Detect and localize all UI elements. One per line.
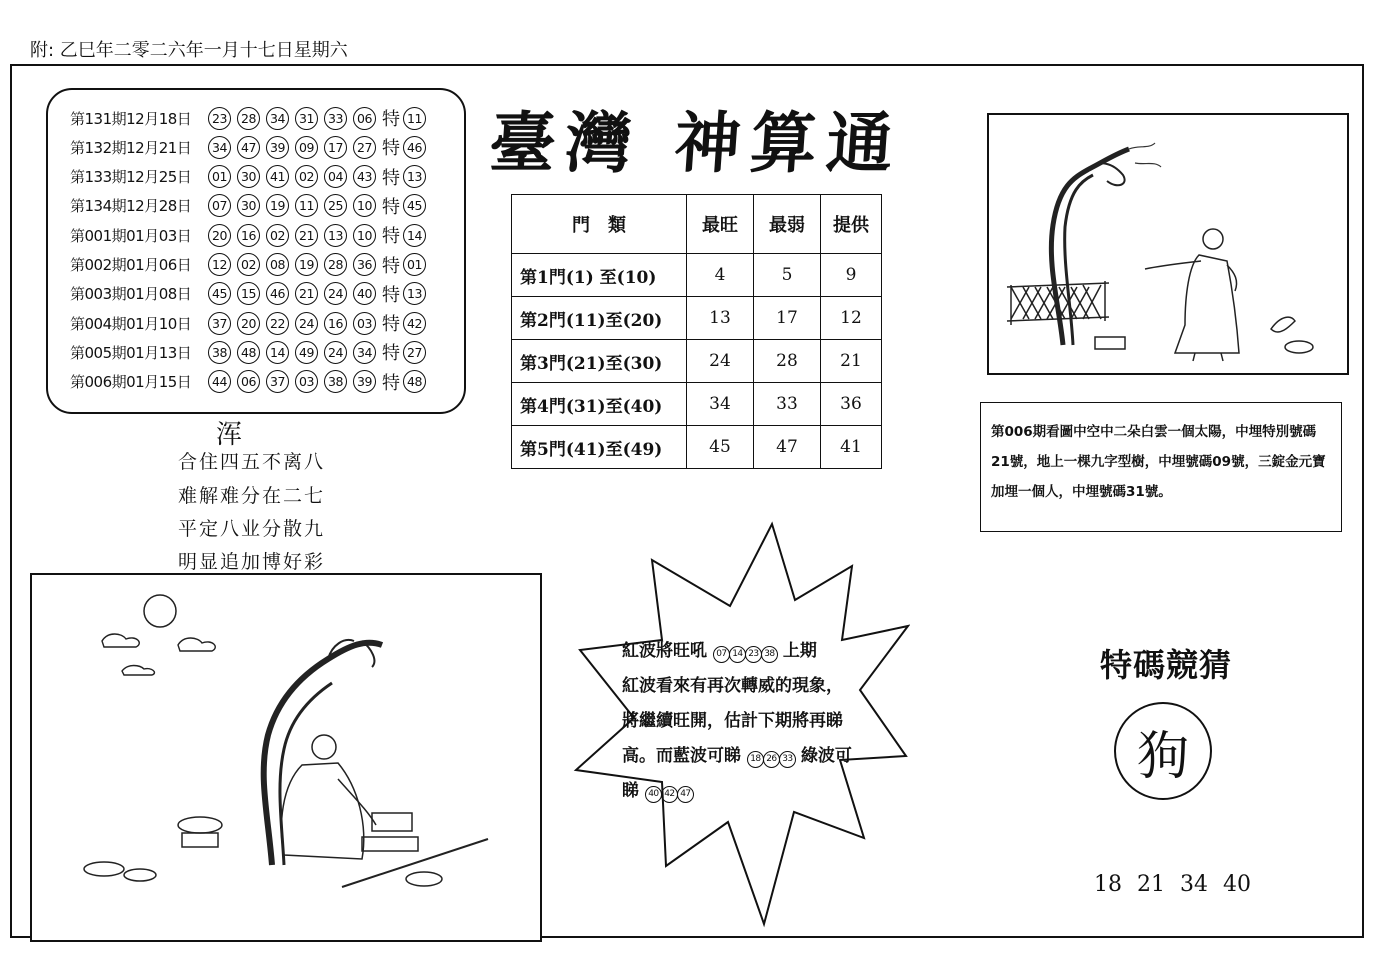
- number-ball: 02: [266, 224, 289, 247]
- scene-drawing: [32, 575, 540, 940]
- draw-label: 第134期12月28日: [70, 197, 192, 216]
- number-ball: 09: [295, 136, 318, 159]
- number-ball: 11: [295, 194, 318, 217]
- special-guess-title: 特碼競猜: [1100, 646, 1233, 684]
- number-ball: 13: [324, 224, 347, 247]
- gate-table-header: [512, 195, 882, 254]
- poem-line: 明显追加博好彩: [178, 551, 326, 573]
- mini-ball: 47: [677, 786, 694, 803]
- draw-row: [70, 104, 432, 132]
- gate-cell: 第3門(21)至(30): [512, 340, 687, 383]
- draw-history-panel: [46, 88, 466, 414]
- draw-label: 第002期01月06日: [70, 256, 192, 274]
- number-ball: 02: [295, 165, 318, 188]
- min-cell: 28: [754, 340, 821, 383]
- special-mark: 特: [382, 167, 400, 189]
- draw-row: [70, 251, 432, 279]
- number-ball: 40: [353, 282, 376, 305]
- special-ball: 48: [403, 370, 426, 393]
- number-ball: 16: [237, 224, 260, 247]
- number-ball: 37: [266, 370, 289, 393]
- number-ball: 34: [208, 136, 231, 159]
- special-ball: 11: [403, 107, 426, 130]
- max-cell: 34: [687, 383, 754, 426]
- poem-line: 难解难分在二七: [178, 485, 326, 507]
- number-ball: 30: [237, 165, 260, 188]
- star-analysis-text: [622, 634, 892, 809]
- star-line-4: [622, 739, 892, 774]
- gate-cell: 第4門(31)至(40): [512, 383, 687, 426]
- number-ball: 38: [324, 370, 347, 393]
- number-ball: 31: [295, 107, 318, 130]
- mini-ball: 38: [761, 646, 778, 663]
- page-title: 臺灣 神算通: [486, 104, 906, 182]
- special-ball: 42: [403, 312, 426, 335]
- give-cell: 21: [821, 340, 882, 383]
- number-ball: 14: [266, 341, 289, 364]
- special-ball: 01: [403, 253, 426, 276]
- poem-title: 浑: [216, 420, 243, 450]
- special-numbers: 18 21 34 40: [1094, 872, 1251, 897]
- star-line-3: 將繼續旺開，估計下期將再睇: [622, 711, 843, 731]
- number-ball: 02: [237, 253, 260, 276]
- number-ball: 10: [353, 194, 376, 217]
- number-ball: 25: [324, 194, 347, 217]
- number-ball: 06: [353, 107, 376, 130]
- number-ball: 28: [237, 107, 260, 130]
- draw-label: 第004期01月10日: [70, 314, 192, 333]
- number-ball: 04: [324, 165, 347, 188]
- draw-label: 第001期01月03日: [70, 226, 192, 245]
- poem-line: 合住四五不离八: [178, 451, 326, 473]
- draw-row: [70, 133, 432, 161]
- table-row: [512, 383, 882, 426]
- zodiac-circle: [1114, 702, 1212, 800]
- special-mark: 特: [382, 138, 400, 160]
- number-ball: 24: [295, 312, 318, 335]
- special-ball: 27: [403, 341, 426, 364]
- table-row: [512, 340, 882, 383]
- number-ball: 44: [208, 370, 231, 393]
- number-ball: 24: [324, 341, 347, 364]
- number-ball: 19: [295, 253, 318, 276]
- special-ball: 46: [403, 136, 426, 159]
- give-cell: 36: [821, 383, 882, 426]
- number-ball: 06: [237, 370, 260, 393]
- number-ball: 01: [208, 165, 231, 188]
- blue-ball-group: [747, 746, 801, 766]
- draw-label: 第003期01月08日: [70, 285, 192, 304]
- poem-line: 平定八业分散九: [178, 518, 326, 540]
- number-ball: 30: [237, 194, 260, 217]
- number-ball: 03: [353, 312, 376, 335]
- mini-ball: 33: [779, 751, 796, 768]
- draw-row: [70, 221, 432, 249]
- number-ball: 34: [353, 341, 376, 364]
- number-ball: 24: [324, 282, 347, 305]
- min-cell: 47: [754, 426, 821, 469]
- mini-ball: 42: [661, 786, 678, 803]
- max-cell: 24: [687, 340, 754, 383]
- draw-label: 第005期01月13日: [70, 343, 192, 362]
- give-cell: 41: [821, 426, 882, 469]
- number-ball: 38: [208, 341, 231, 364]
- mini-ball: 40: [645, 786, 662, 803]
- draw-row: [70, 338, 432, 366]
- scene-description: 第006期看圖中空中二朵白雲一個太陽，中埋特別號碼21號，地上一棵九字型樹，中埋號碼09號，三錠金元寶加埋一個人，中埋號碼31號。: [980, 402, 1342, 532]
- special-ball: 13: [403, 165, 426, 188]
- draw-row: [70, 163, 432, 191]
- number-ball: 16: [324, 312, 347, 335]
- number-ball: 49: [295, 341, 318, 364]
- draw-label: 第131期12月18日: [70, 109, 192, 128]
- gate-table: [511, 194, 882, 469]
- special-mark: 特: [382, 226, 400, 248]
- gate-cell: 第1門(1) 至(10): [512, 254, 687, 297]
- red-ball-group: [713, 641, 783, 661]
- draw-row: [70, 368, 432, 396]
- number-ball: 20: [208, 224, 231, 247]
- number-ball: 34: [266, 107, 289, 130]
- min-cell: 5: [754, 254, 821, 297]
- header-note: 附: 乙巳年二零二六年一月十七日星期六: [30, 40, 348, 61]
- number-ball: 15: [237, 282, 260, 305]
- number-ball: 39: [266, 136, 289, 159]
- special-mark: 特: [382, 284, 400, 306]
- number-ball: 33: [324, 107, 347, 130]
- special-mark: 特: [382, 372, 400, 394]
- special-ball: 14: [403, 224, 426, 247]
- draw-row: [70, 192, 432, 220]
- give-cell: 9: [821, 254, 882, 297]
- max-cell: 13: [687, 297, 754, 340]
- number-ball: 22: [266, 312, 289, 335]
- mini-ball: 23: [745, 646, 762, 663]
- number-ball: 47: [237, 136, 260, 159]
- special-mark: 特: [382, 255, 400, 277]
- mini-ball: 07: [713, 646, 730, 663]
- star-text-segment: 高。而藍波可睇: [622, 746, 741, 766]
- star-text-segment: 上期: [782, 641, 817, 661]
- draw-label: 第133期12月25日: [70, 168, 192, 187]
- mini-ball: 18: [747, 751, 764, 768]
- number-ball: 45: [208, 282, 231, 305]
- header-cell: 最旺: [687, 195, 754, 254]
- number-ball: 20: [237, 312, 260, 335]
- number-ball: 43: [353, 165, 376, 188]
- number-ball: 36: [353, 253, 376, 276]
- number-ball: 39: [353, 370, 376, 393]
- give-cell: 12: [821, 297, 882, 340]
- number-ball: 37: [208, 312, 231, 335]
- max-cell: 4: [687, 254, 754, 297]
- scene-illustration-sitting-man: [30, 573, 542, 942]
- star-text-segment: 睇: [622, 781, 639, 801]
- number-ball: 41: [266, 165, 289, 188]
- number-ball: 10: [353, 224, 376, 247]
- special-ball: 45: [403, 194, 426, 217]
- min-cell: 33: [754, 383, 821, 426]
- number-ball: 07: [208, 194, 231, 217]
- number-ball: 21: [295, 282, 318, 305]
- special-mark: 特: [382, 343, 400, 365]
- number-ball: 48: [237, 341, 260, 364]
- special-mark: 特: [382, 314, 400, 336]
- green-ball-group: [645, 781, 693, 801]
- draw-row: [70, 280, 432, 308]
- header-cell: 門 類: [512, 195, 687, 254]
- special-mark: 特: [382, 196, 400, 218]
- mini-ball: 14: [729, 646, 746, 663]
- table-row: [512, 297, 882, 340]
- zodiac-character: 狗: [1136, 726, 1189, 787]
- table-row: [512, 426, 882, 469]
- number-ball: 46: [266, 282, 289, 305]
- draw-label: 第132期12月21日: [70, 138, 192, 157]
- star-line-1: [622, 634, 892, 669]
- number-ball: 12: [208, 253, 231, 276]
- star-line-5: [622, 774, 892, 809]
- number-ball: 08: [266, 253, 289, 276]
- scene-drawing: [989, 115, 1347, 373]
- number-ball: 28: [324, 253, 347, 276]
- special-ball: 13: [403, 282, 426, 305]
- scene-illustration-man-tree: [987, 113, 1349, 375]
- number-ball: 03: [295, 370, 318, 393]
- number-ball: 23: [208, 107, 231, 130]
- number-ball: 21: [295, 224, 318, 247]
- header-cell: 提供: [821, 195, 882, 254]
- draw-row: [70, 309, 432, 337]
- number-ball: 27: [353, 136, 376, 159]
- number-ball: 17: [324, 136, 347, 159]
- header-cell: 最弱: [754, 195, 821, 254]
- max-cell: 45: [687, 426, 754, 469]
- table-row: [512, 254, 882, 297]
- gate-cell: 第5門(41)至(49): [512, 426, 687, 469]
- draw-label: 第006期01月15日: [70, 373, 192, 392]
- min-cell: 17: [754, 297, 821, 340]
- star-text-segment: 紅波將旺吼: [622, 641, 707, 661]
- star-text-segment: 綠波可: [800, 746, 852, 766]
- mini-ball: 26: [763, 751, 780, 768]
- star-line-2: 紅波看來有再次轉威的現象，: [622, 676, 843, 696]
- special-mark: 特: [382, 109, 400, 130]
- gate-cell: 第2門(11)至(20): [512, 297, 687, 340]
- number-ball: 19: [266, 194, 289, 217]
